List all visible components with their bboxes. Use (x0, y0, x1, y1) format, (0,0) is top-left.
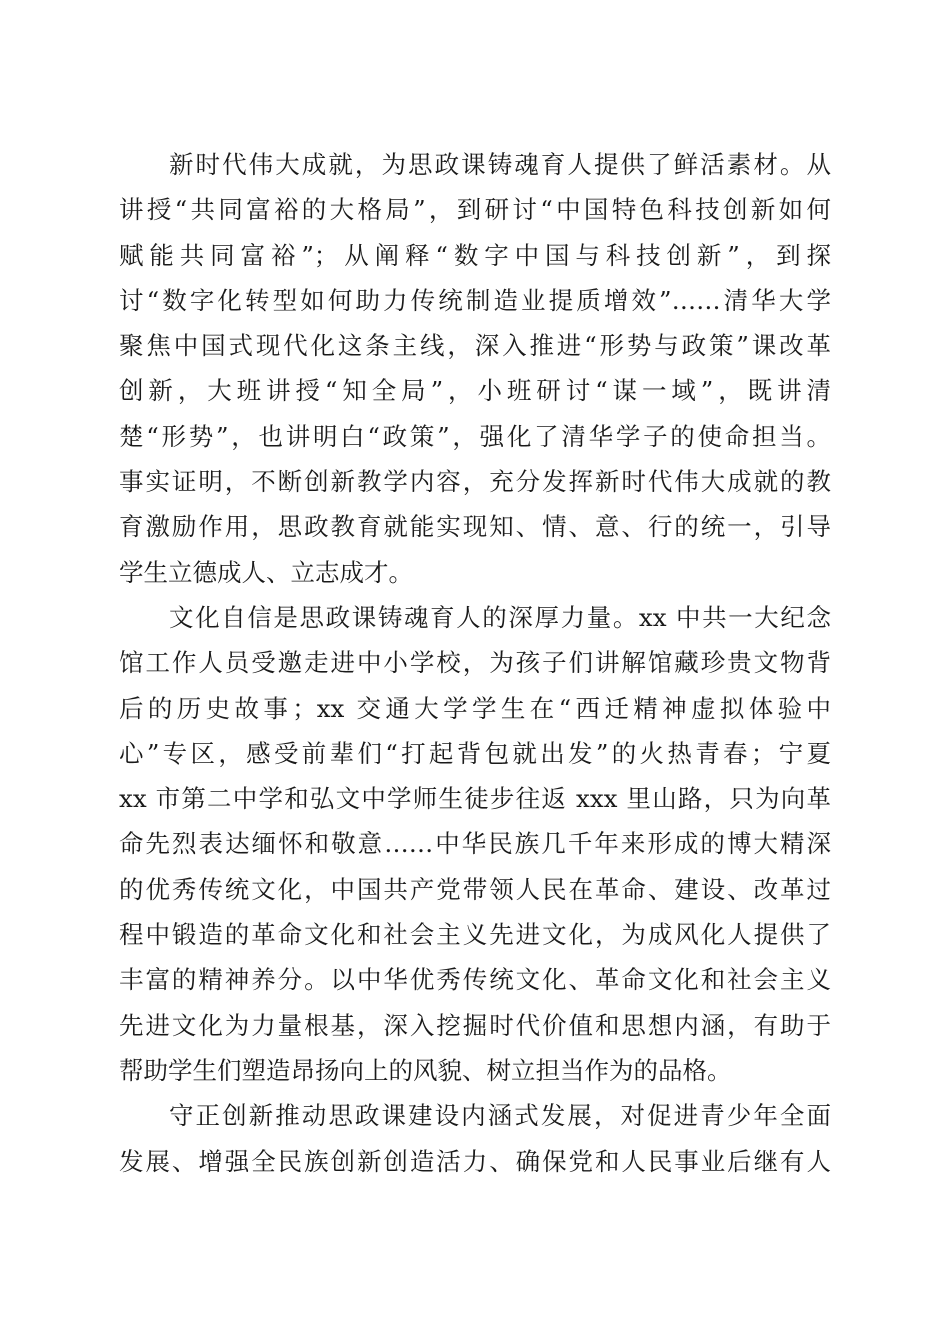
paragraph-3-line-2: 发展、增强全民族创新创造活力、确保党和人民事业后继有人 (119, 1146, 831, 1176)
paragraph-1-line-1: 新时代伟大成就，为思政课铸魂育人提供了鲜活素材。从 (169, 150, 831, 179)
paragraph-2-line-2: 馆工作人员受邀走进中小学校，为孩子们讲解馆藏珍贵文物背 (119, 648, 831, 678)
paragraph-1-line-2: 讲授“共同富裕的大格局”，到研讨“中国特色科技创新如何 (119, 195, 831, 225)
document-body (119, 142, 831, 1184)
paragraph-1-line-9: 育激励作用，思政教育就能实现知、情、意、行的统一，引导 (119, 512, 831, 542)
paragraph-2-line-11: 帮助学生们塑造昂扬向上的风貌、树立担当作为的品格。 (119, 1055, 732, 1085)
paragraph-2-line-3: 后的历史故事；xx 交通大学学生在“西迁精神虚拟体验中 (119, 693, 831, 723)
paragraph-2-line-8: 程中锻造的革命文化和社会主义先进文化，为成风化人提供了 (119, 920, 831, 950)
paragraph-2-line-5: xx 市第二中学和弘文中学师生徒步往返 xxx 里山路，只为向革 (119, 784, 831, 814)
paragraph-1-line-4: 讨“数字化转型如何助力传统制造业提质增效”……清华大学 (119, 285, 831, 315)
paragraph-2-line-9: 丰富的精神养分。以中华优秀传统文化、革命文化和社会主义 (119, 965, 831, 995)
paragraph-2-line-7: 的优秀传统文化，中国共产党带领人民在革命、建设、改革过 (119, 874, 831, 904)
paragraph-2-line-1: 文化自信是思政课铸魂育人的深厚力量。xx 中共一大纪念 (169, 602, 831, 632)
paragraph-3-line-1: 守正创新推动思政课建设内涵式发展，对促进青少年全面 (169, 1101, 831, 1131)
paragraph-1-line-3: 赋能共同富裕”；从阐释“数字中国与科技创新”，到探 (119, 240, 831, 270)
paragraph-1-line-6: 创新，大班讲授“知全局”，小班研讨“谋一域”，既讲清 (119, 376, 831, 406)
paragraph-1-line-7: 楚“形势”，也讲明白“政策”，强化了清华学子的使命担当。 (119, 421, 831, 451)
paragraph-1-line-8: 事实证明，不断创新教学内容，充分发挥新时代伟大成就的教 (119, 467, 831, 497)
paragraph-1-line-10: 学生立德成人、立志成才。 (119, 557, 413, 587)
paragraph-1-line-5: 聚焦中国式现代化这条主线，深入推进“形势与政策”课改革 (119, 331, 831, 361)
paragraph-2-line-6: 命先烈表达缅怀和敬意……中华民族几千年来形成的博大精深 (119, 829, 831, 859)
paragraph-2-line-10: 先进文化为力量根基，深入挖掘时代价值和思想内涵，有助于 (119, 1010, 831, 1040)
paragraph-2-line-4: 心”专区，感受前辈们“打起背包就出发”的火热青春；宁夏 (119, 738, 831, 768)
